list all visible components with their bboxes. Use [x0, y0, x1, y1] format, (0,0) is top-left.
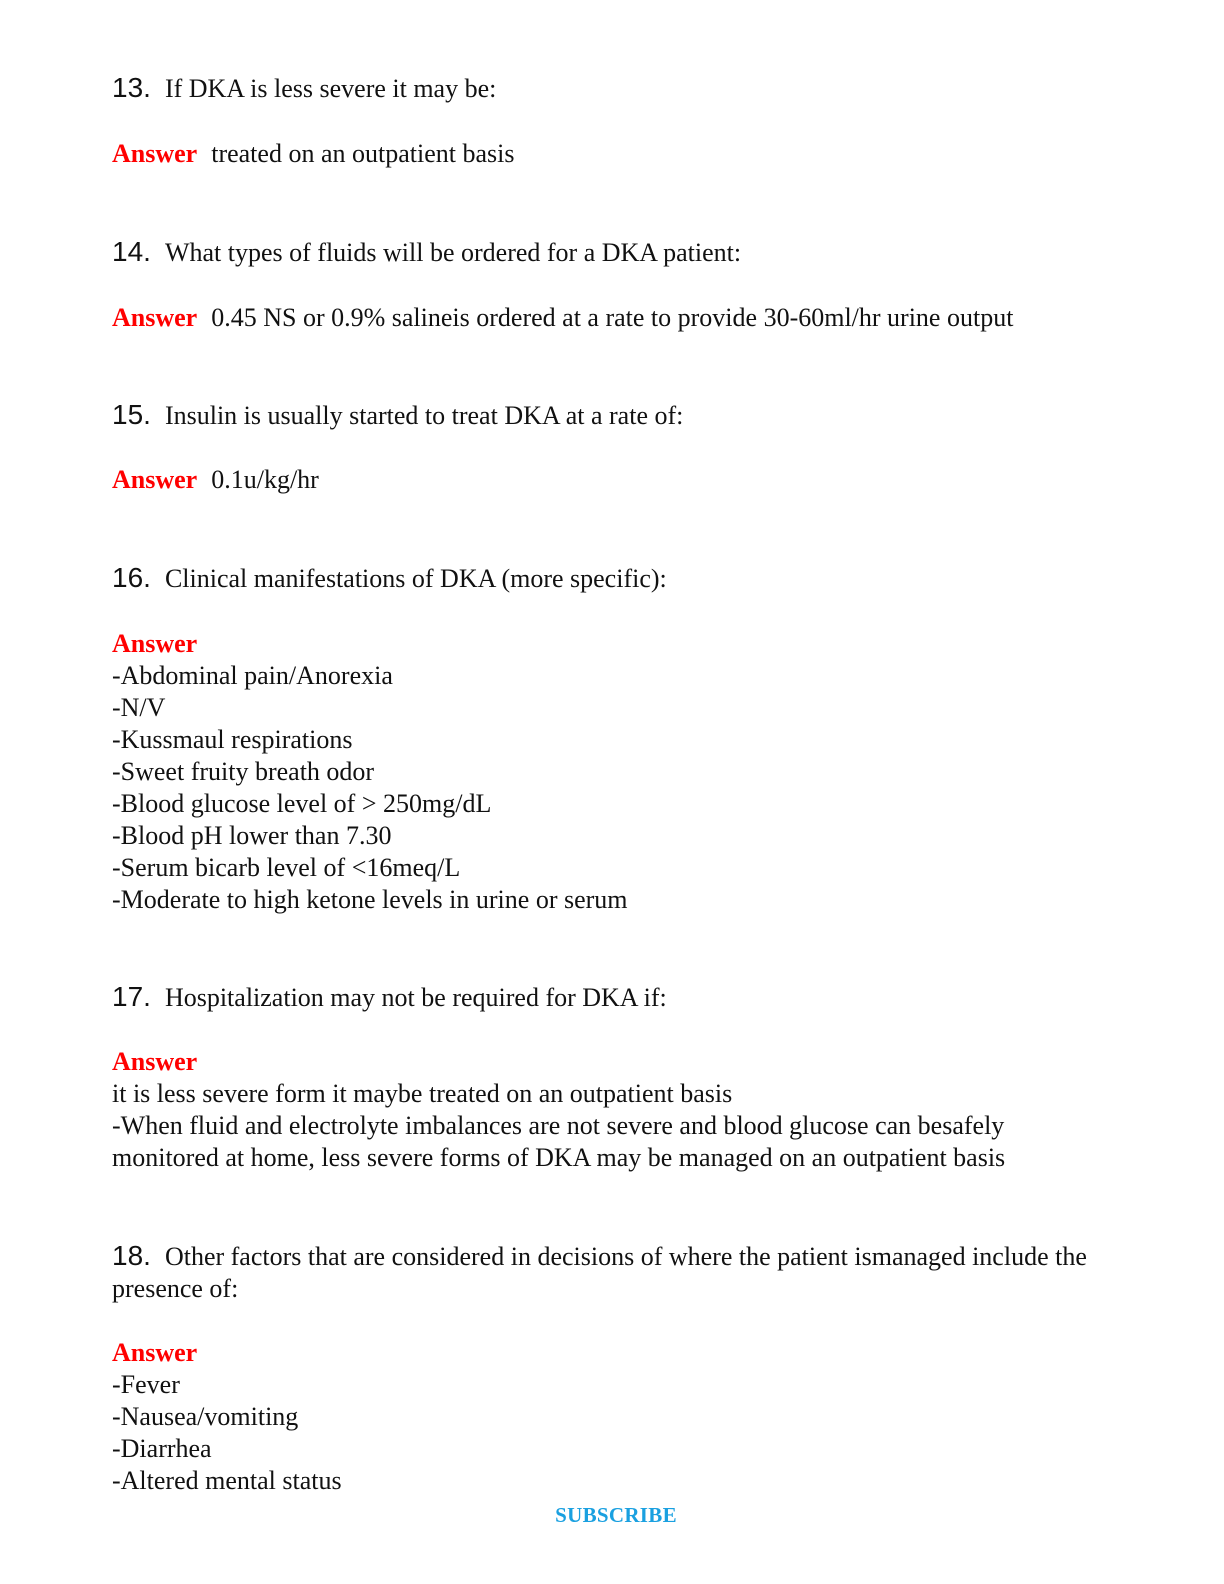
answer-line: -Blood pH lower than 7.30 [112, 821, 392, 850]
answer-line: -Sweet fruity breath odor [112, 757, 375, 786]
answer-line: -Serum bicarb level of <16meq/L [112, 853, 461, 882]
answer-13 [112, 138, 1122, 170]
question-number: 13. [112, 72, 151, 103]
question-text: What types of fluids will be ordered for a DKA patient: [164, 238, 742, 267]
answer-line: -Abdominal pain/Anorexia [112, 661, 393, 690]
answer-line: -Fever [112, 1370, 180, 1399]
answer-line: -N/V [112, 693, 166, 722]
answer-line: -Moderate to high ketone levels in urine or serum [112, 885, 628, 914]
subscribe-link[interactable]: SUBSCRIBE [555, 1503, 677, 1527]
answer-line: -Diarrhea [112, 1434, 212, 1463]
answer-line: -Blood glucose level of > 250mg/dL [112, 789, 492, 818]
answer-text: 0.1u/kg/hr [211, 465, 319, 494]
question-number: 14. [112, 236, 151, 267]
question-text: Hospitalization may not be required for DKA if: [164, 983, 667, 1012]
answer-label: Answer [112, 303, 198, 332]
answer-line: -Nausea/vomiting [112, 1402, 299, 1431]
question-text: Other factors that are considered in decisions of where the patient ismanaged include the presence of: [112, 1242, 1087, 1303]
question-number: 17. [112, 981, 151, 1012]
answer-16 [112, 628, 1122, 916]
question-text: If DKA is less severe it may be: [164, 74, 497, 103]
answer-18 [112, 1337, 1122, 1497]
question-number: 16. [112, 562, 151, 593]
answer-line: -Altered mental status [112, 1466, 342, 1495]
question-text: Insulin is usually started to treat DKA at a rate of: [164, 401, 684, 430]
answer-line: -When fluid and electrolyte imbalances are not severe and blood glucose can besafely [112, 1111, 1005, 1140]
question-17 [112, 981, 1122, 1014]
answer-text: treated on an outpatient basis [211, 139, 515, 168]
answer-14 [112, 302, 1122, 334]
answer-label: Answer [112, 629, 198, 658]
question-13 [112, 72, 1122, 105]
answer-line: monitored at home, less severe forms of DKA may be managed on an outpatient basis [112, 1143, 1006, 1172]
answer-line: it is less severe form it maybe treated on an outpatient basis [112, 1079, 733, 1108]
answer-line: -Kussmaul respirations [112, 725, 353, 754]
answer-label: Answer [112, 139, 198, 168]
question-15 [112, 399, 1122, 432]
question-number: 18. [112, 1240, 151, 1271]
answer-15 [112, 464, 1122, 496]
question-14 [112, 236, 1122, 269]
question-text: Clinical manifestations of DKA (more specific): [164, 564, 667, 593]
answer-17 [112, 1046, 1122, 1174]
question-number: 15. [112, 399, 151, 430]
answer-label: Answer [112, 1338, 198, 1367]
question-16 [112, 562, 1122, 595]
answer-label: Answer [112, 1047, 198, 1076]
question-18 [112, 1240, 1122, 1305]
answer-label: Answer [112, 465, 198, 494]
answer-text: 0.45 NS or 0.9% salineis ordered at a rate to provide 30-60ml/hr urine output [211, 303, 1014, 332]
